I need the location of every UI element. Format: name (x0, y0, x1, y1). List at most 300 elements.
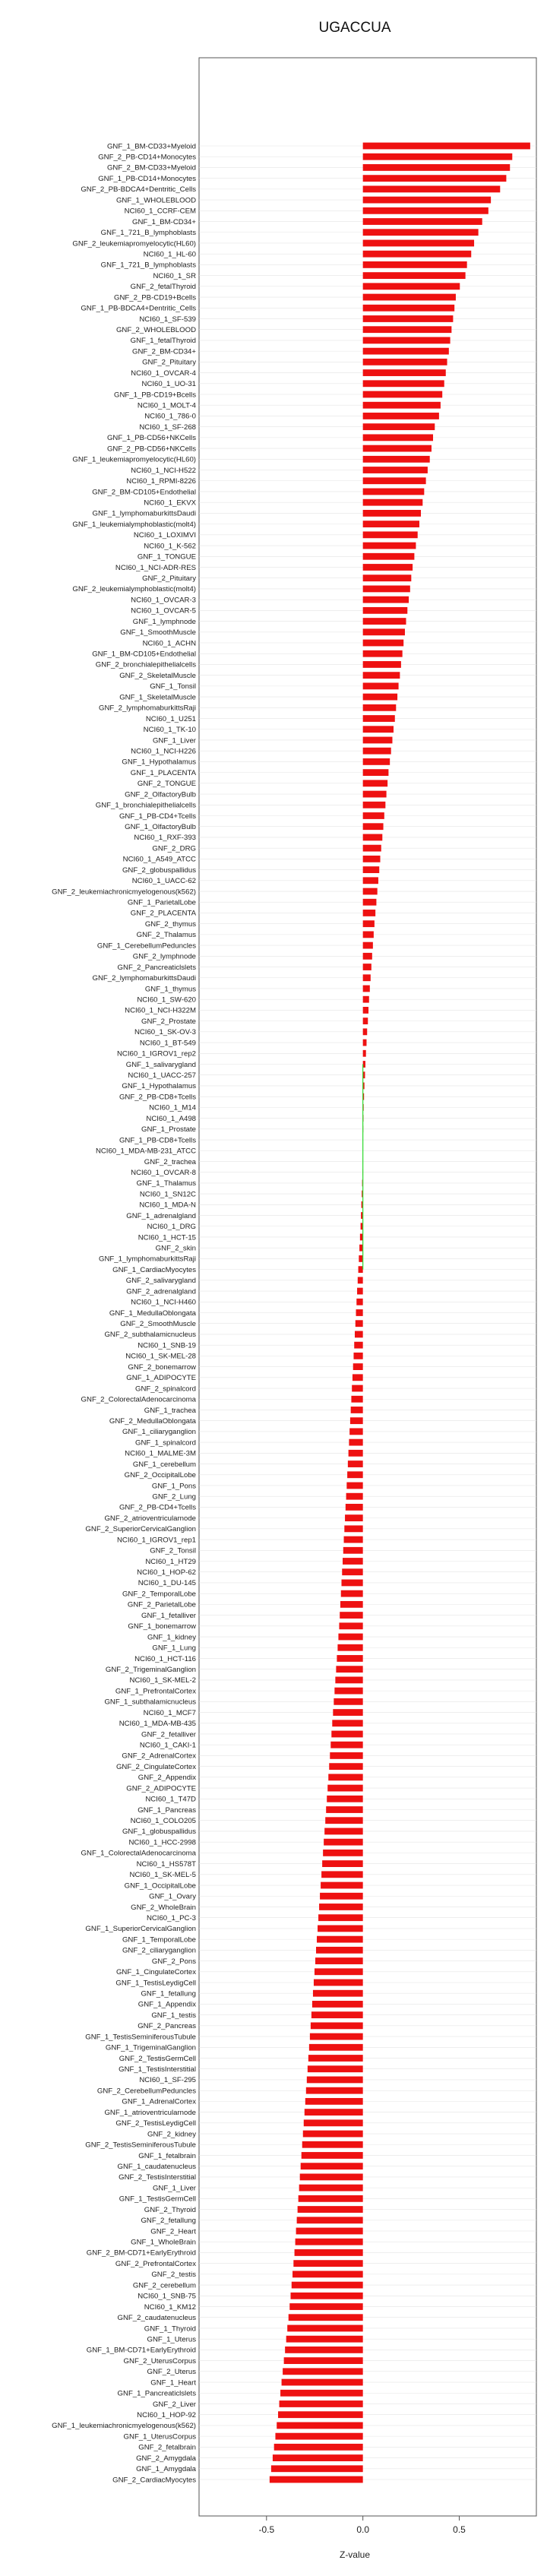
bar (363, 283, 460, 290)
bar (302, 2152, 363, 2159)
category-label: GNF_1_PB-CD19+Bcells (114, 391, 196, 400)
category-label: GNF_2_skin (155, 1244, 196, 1253)
bar (363, 986, 370, 992)
bar (278, 2411, 363, 2418)
category-label: GNF_1_721_B_lymphoblasts (100, 261, 196, 270)
bar (333, 1709, 362, 1716)
category-label: GNF_2_WHOLEBLOOD (115, 325, 196, 334)
category-label: GNF_2_leukemiachronicmyelogenous(k562) (52, 888, 196, 897)
category-label: NCI60_1_UACC-257 (128, 1071, 196, 1081)
category-label: GNF_1_SmoothMuscle (120, 628, 196, 638)
category-label: GNF_1_ciliaryganglion (122, 1428, 196, 1437)
category-label: GNF_1_SkeletalMuscle (119, 693, 196, 702)
category-label: GNF_2_ColorectalAdenocarcinoma (81, 1395, 196, 1404)
bar (296, 2239, 363, 2245)
bar (283, 2368, 363, 2375)
category-label: NCI60_1_SK-OV-3 (134, 1028, 196, 1037)
category-label: GNF_1_salivarygland (125, 1060, 196, 1069)
bar (363, 974, 371, 981)
bar (363, 964, 372, 970)
bar (363, 543, 416, 549)
category-label: GNF_2_BM-CD105+Endothelial (92, 488, 196, 497)
bar (363, 218, 482, 225)
category-label: NCI60_1_A549_ATCC (122, 855, 196, 864)
bar (327, 1785, 362, 1792)
category-label: GNF_1_PrefrontalCortex (115, 1687, 196, 1696)
bar (303, 2131, 363, 2138)
bar (318, 1925, 363, 1932)
category-label: GNF_1_PLACENTA (130, 768, 196, 777)
bar (275, 2433, 362, 2440)
category-label: GNF_1_kidney (147, 1633, 196, 1642)
category-label: GNF_1_Hypothalamus (122, 1082, 196, 1091)
category-label: GNF_1_TestisInterstitial (119, 2065, 196, 2074)
category-label: GNF_2_ciliaryganglion (122, 1946, 196, 1955)
bar (363, 467, 428, 473)
bar (337, 1644, 362, 1651)
category-label: GNF_1_Pancreaticlslets (117, 2389, 196, 2398)
bar (314, 1979, 363, 1986)
bar (352, 1385, 362, 1392)
bar (363, 802, 386, 809)
category-label: GNF_1_Thyroid (144, 2324, 196, 2334)
category-label: NCI60_1_M14 (149, 1103, 196, 1112)
category-label: GNF_1_bonemarrow (128, 1622, 196, 1631)
bar (363, 780, 387, 786)
category-label: NCI60_1_HT29 (145, 1557, 196, 1566)
category-label: GNF_1_trachea (144, 1406, 196, 1415)
bar (330, 1742, 362, 1748)
bar (287, 2325, 362, 2332)
category-label: GNF_1_AdrenalCortex (122, 2097, 196, 2106)
category-label: GNF_2_PB-CD4+Tcells (119, 1503, 196, 1512)
bar (363, 845, 381, 852)
category-label: GNF_1_TrigeminalGanglion (105, 2043, 196, 2052)
category-label: GNF_2_Lung (152, 1492, 196, 1502)
bar (330, 1752, 362, 1759)
bar (302, 2141, 363, 2148)
bar (271, 2465, 363, 2472)
bar (321, 1871, 363, 1878)
category-label: GNF_2_Pituitary (142, 574, 196, 584)
x-tick-label: -0.5 (258, 2524, 275, 2535)
bar (363, 748, 391, 755)
bar (363, 1007, 368, 1014)
bar (344, 1525, 362, 1532)
category-label: GNF_2_ParietalLobe (127, 1600, 196, 1609)
bar (363, 305, 455, 312)
category-label: GNF_2_TONGUE (137, 780, 196, 789)
bar (363, 920, 375, 927)
bar (363, 185, 501, 192)
bar (363, 175, 507, 182)
bar (363, 704, 397, 711)
category-label: GNF_2_PB-CD8+Tcells (119, 1093, 196, 1102)
category-label: GNF_2_SkeletalMuscle (119, 671, 196, 680)
category-label: GNF_2_Pancreas (138, 2022, 196, 2031)
category-label: GNF_2_Pons (151, 1957, 196, 1966)
category-label: GNF_2_fetalliver (141, 1730, 196, 1739)
category-label: GNF_2_Pituitary (142, 358, 196, 367)
category-label: NCI60_1_CCRF-CEM (124, 207, 196, 216)
category-label: GNF_2_TemporalLobe (122, 1590, 196, 1599)
category-label: GNF_2_spinalcord (135, 1385, 196, 1394)
category-label: GNF_1_adrenalgland (126, 1211, 196, 1220)
category-label: GNF_1_Tonsil (150, 682, 196, 691)
bar (363, 456, 430, 463)
category-label: GNF_1_PB-BDCA4+Dentritic_Cells (81, 304, 196, 313)
category-label: GNF_1_Prostate (141, 1125, 196, 1135)
x-tick-label: 0.0 (356, 2524, 370, 2535)
bar (332, 1720, 362, 1726)
category-label: GNF_2_DRG (152, 844, 196, 853)
bar (359, 1245, 363, 1252)
category-label: GNF_1_fetalliver (141, 1611, 196, 1620)
category-label: GNF_2_PB-CD14+Monocytes (98, 153, 196, 162)
category-label: GNF_1_MedullaOblongata (109, 1309, 196, 1318)
bar (363, 877, 378, 884)
category-label: GNF_1_Appendix (138, 2000, 196, 2009)
category-label: NCI60_1_HCT-116 (134, 1654, 196, 1663)
category-label: GNF_1_spinalcord (135, 1438, 196, 1448)
bar (334, 1688, 362, 1695)
bar (363, 197, 491, 204)
category-label: NCI60_1_MDA-MB-435 (119, 1720, 196, 1729)
bar (363, 153, 513, 160)
bar (363, 640, 404, 647)
category-label: GNF_2_lymphomaburkittsRaji (99, 704, 196, 713)
bar (363, 553, 415, 560)
category-label: NCI60_1_NCI-ADR-RES (115, 563, 196, 572)
bar (307, 2077, 363, 2084)
category-label: GNF_2_adrenalgland (126, 1287, 196, 1296)
bar (357, 1288, 363, 1295)
category-label: GNF_1_bronchialepithelialcells (95, 801, 196, 810)
category-label: NCI60_1_PC-3 (146, 1913, 196, 1923)
category-label: GNF_1_CerebellumPeduncles (96, 941, 196, 951)
category-label: NCI60_1_K-562 (144, 542, 196, 551)
bar (353, 1363, 363, 1370)
category-label: NCI60_1_SF-295 (139, 2076, 196, 2085)
bar (363, 942, 373, 949)
bar (363, 694, 397, 701)
category-label: GNF_2_cerebellum (132, 2281, 196, 2290)
bar (349, 1428, 363, 1435)
bar (328, 1774, 362, 1780)
category-label: GNF_2_fetalThyroid (130, 283, 196, 292)
bar (349, 1450, 363, 1457)
category-label: GNF_2_bronchialepithelialcells (95, 660, 196, 669)
category-label: GNF_2_CingulateCortex (115, 1762, 196, 1771)
bar (273, 2454, 363, 2461)
bar (363, 489, 425, 495)
category-label: GNF_2_lymphomaburkittsDaudi (92, 974, 196, 983)
category-label: GNF_1_cerebellum (132, 1460, 196, 1469)
category-label: NCI60_1_IGROV1_rep2 (117, 1049, 196, 1059)
bar (317, 1936, 363, 1943)
category-label: GNF_2_CardiacMyocytes (112, 2476, 196, 2485)
category-label: GNF_1_WholeBrain (131, 2238, 196, 2247)
category-label: GNF_1_ParietalLobe (127, 898, 196, 907)
bar (321, 1882, 363, 1889)
bar (356, 1299, 362, 1305)
bar (356, 1309, 363, 1316)
category-label: GNF_1_ADIPOCYTE (126, 1374, 196, 1383)
category-label: NCI60_1_SN12C (139, 1190, 196, 1199)
category-label: NCI60_1_SF-539 (139, 315, 196, 324)
category-label: NCI60_1_IGROV1_rep1 (117, 1536, 196, 1545)
bar (363, 586, 410, 593)
bar (363, 931, 374, 938)
category-label: GNF_1_leukemialymphoblastic(molt4) (72, 520, 196, 529)
category-label: GNF_1_subthalamicnucleus (104, 1698, 196, 1707)
category-label: GNF_2_Tonsil (150, 1546, 196, 1555)
bar (336, 1666, 362, 1673)
bar (354, 1342, 362, 1349)
bar (363, 758, 390, 765)
category-label: GNF_1_CingulateCortex (115, 1968, 196, 1977)
bar (363, 856, 381, 862)
category-label: GNF_2_TestisGermCell (119, 2054, 196, 2063)
category-label: GNF_1_PB-CD14+Monocytes (98, 174, 196, 183)
category-label: GNF_1_OlfactoryBulb (125, 823, 196, 832)
category-label: GNF_2_SuperiorCervicalGanglion (85, 1525, 196, 1534)
bar (344, 1536, 363, 1543)
category-label: NCI60_1_HOP-92 (137, 2410, 196, 2419)
bar (363, 402, 441, 409)
bar (326, 1806, 362, 1813)
bar (363, 899, 377, 906)
category-label: GNF_2_fetalbrain (138, 2443, 196, 2452)
category-label: NCI60_1_COLO205 (130, 1817, 196, 1826)
bar (304, 2119, 363, 2126)
category-label: GNF_2_thymus (144, 919, 196, 929)
category-label: GNF_1_globuspallidus (122, 1828, 196, 1837)
bar (331, 1731, 362, 1738)
category-label: NCI60_1_LOXIMVI (133, 531, 196, 540)
bar (363, 337, 451, 344)
category-label: GNF_2_PLACENTA (130, 909, 196, 918)
bar (363, 143, 530, 150)
category-label: GNF_2_Thalamus (136, 931, 196, 940)
category-label: NCI60_1_NCI-H226 (131, 747, 196, 756)
bar (363, 521, 419, 527)
bar (363, 737, 393, 744)
category-label: GNF_2_salivarygland (125, 1277, 196, 1286)
category-label: NCI60_1_OVCAR-5 (131, 606, 196, 616)
bar (292, 2282, 363, 2289)
bar (324, 1828, 362, 1835)
category-label: GNF_1_WHOLEBLOOD (115, 196, 196, 205)
category-label: GNF_2_Uterus (147, 2368, 196, 2377)
bar (310, 2033, 363, 2040)
bar (282, 2379, 363, 2386)
bar (277, 2423, 362, 2429)
category-label: NCI60_1_A498 (146, 1114, 196, 1123)
category-label: NCI60_1_SNB-19 (138, 1341, 196, 1350)
bar (308, 2055, 363, 2062)
category-label: NCI60_1_NCI-H522 (131, 466, 196, 475)
bar (363, 726, 394, 733)
category-label: NCI60_1_ACHN (142, 639, 196, 648)
bar (301, 2163, 363, 2169)
category-label: NCI60_1_CAKI-1 (139, 1741, 196, 1750)
bar (300, 2174, 363, 2181)
category-label: NCI60_1_KM12 (144, 2302, 196, 2312)
category-label: GNF_1_leukemiapromyelocytic(HL60) (72, 455, 196, 464)
bar (363, 564, 413, 571)
bar (305, 2109, 363, 2116)
category-label: GNF_1_Lung (152, 1644, 196, 1653)
category-label: GNF_2_Thyroid (144, 2205, 196, 2214)
category-label: GNF_1_caudatenucleus (117, 2162, 196, 2171)
bar (363, 434, 433, 441)
bar (353, 1374, 363, 1381)
chart-title: UGACCUA (318, 20, 391, 36)
category-label: NCI60_1_MDA-N (139, 1201, 196, 1210)
category-label: GNF_1_PB-CD56+NKCells (106, 434, 196, 443)
bar (363, 888, 378, 895)
bar (316, 1947, 363, 1954)
category-label: NCI60_1_SK-MEL-5 (129, 1871, 196, 1880)
category-label: NCI60_1_UACC-62 (131, 877, 196, 886)
bar (363, 380, 444, 387)
category-label: GNF_1_BM-CD34+ (132, 217, 196, 226)
category-label: GNF_2_leukemialymphoblastic(molt4) (72, 585, 196, 594)
bar (363, 574, 412, 581)
category-label: GNF_1_Pons (151, 1482, 196, 1491)
category-label: NCI60_1_SW-620 (137, 995, 196, 1005)
category-label: GNF_2_atrioventricularnode (104, 1514, 196, 1523)
category-label: GNF_1_Amygdala (136, 2465, 196, 2474)
bar (341, 1580, 362, 1587)
bar (291, 2293, 363, 2299)
bar (306, 2087, 363, 2094)
category-label: GNF_1_TemporalLobe (122, 1935, 196, 1945)
bar (292, 2271, 363, 2277)
bar (363, 261, 467, 268)
category-label: GNF_1_BM-CD105+Endothelial (92, 650, 196, 659)
category-label: GNF_1_PB-CD4+Tcells (119, 812, 196, 821)
category-label: GNF_2_Prostate (141, 1017, 196, 1026)
bar (348, 1460, 363, 1467)
category-label: GNF_2_MedullaOblongata (109, 1416, 196, 1426)
bar (363, 369, 446, 376)
category-label: GNF_1_Ovary (149, 1892, 196, 1901)
category-label: NCI60_1_T47D (145, 1795, 196, 1804)
bar (356, 1320, 363, 1327)
bar (270, 2476, 363, 2483)
category-label: GNF_2_fetallung (141, 2217, 196, 2226)
bar (363, 423, 435, 430)
bar (335, 1676, 362, 1683)
bar (363, 240, 474, 247)
bar (363, 499, 423, 506)
category-label: GNF_2_Heart (150, 2227, 196, 2236)
category-label: NCI60_1_RXF-393 (134, 834, 196, 843)
bar (363, 682, 399, 689)
category-label: GNF_1_BM-CD33+Myeloid (106, 142, 196, 151)
bar (280, 2400, 363, 2407)
bar (363, 326, 452, 333)
bar (318, 1914, 363, 1921)
bar (363, 607, 408, 614)
category-label: GNF_1_Liver (152, 736, 196, 745)
category-label: NCI60_1_HS578T (136, 1859, 196, 1869)
bar (345, 1514, 363, 1521)
category-label: GNF_1_OccipitalLobe (124, 1881, 196, 1891)
bar (342, 1568, 362, 1575)
bar (363, 510, 421, 517)
bar (363, 812, 384, 819)
bar (363, 1017, 368, 1024)
bar (284, 2357, 363, 2364)
category-label: GNF_2_Liver (152, 2400, 196, 2409)
bar (323, 1850, 363, 1856)
category-label: NCI60_1_EKVX (144, 498, 196, 508)
bar (363, 823, 384, 830)
bar (355, 1331, 363, 1338)
x-axis-label: Z-value (339, 2549, 371, 2560)
bar (363, 251, 472, 258)
bar (363, 1028, 368, 1035)
category-label: GNF_2_globuspallidus (122, 866, 196, 875)
category-label: NCI60_1_SR (153, 271, 196, 280)
bar (363, 445, 432, 452)
bar (298, 2206, 363, 2213)
bar (363, 866, 380, 873)
category-label: GNF_2_PB-BDCA4+Dentritic_Cells (81, 185, 196, 195)
category-label: NCI60_1_OVCAR-4 (131, 369, 196, 378)
category-label: NCI60_1_MALME-3M (125, 1449, 196, 1458)
category-label: GNF_1_thymus (144, 985, 196, 994)
bar (311, 2022, 363, 2029)
bar (363, 910, 375, 916)
bar (363, 348, 449, 355)
category-label: GNF_2_UterusCorpus (123, 2356, 196, 2366)
bar (295, 2249, 363, 2256)
category-label: NCI60_1_SK-MEL-2 (129, 1676, 196, 1685)
bar (363, 834, 383, 841)
bar (358, 1277, 363, 1283)
category-label: GNF_1_testis (151, 2011, 196, 2020)
bar (334, 1698, 362, 1705)
category-label: GNF_2_CerebellumPeduncles (96, 2087, 196, 2096)
category-label: NCI60_1_OVCAR-3 (131, 596, 196, 605)
bar (338, 1634, 362, 1641)
bar (297, 2217, 363, 2223)
category-label: GNF_1_UterusCorpus (123, 2432, 196, 2442)
category-label: GNF_1_fetalbrain (138, 2151, 196, 2160)
bar (363, 1040, 367, 1046)
category-label: NCI60_1_U251 (145, 714, 196, 723)
category-label: GNF_1_lymphomaburkittsRaji (99, 1255, 196, 1264)
bar (325, 1817, 362, 1824)
category-label: GNF_2_testis (151, 2271, 196, 2280)
bar (346, 1493, 363, 1500)
bar (337, 1655, 362, 1662)
category-label: NCI60_1_SF-268 (139, 422, 196, 432)
category-label: NCI60_1_HOP-62 (137, 1568, 196, 1578)
category-label: GNF_1_Pancreas (138, 1805, 196, 1815)
bar (363, 531, 418, 538)
bar (363, 294, 456, 301)
category-label: GNF_2_leukemiapromyelocytic(HL60) (72, 239, 196, 248)
category-label: NCI60_1_NCI-H460 (131, 1298, 196, 1307)
category-label: GNF_2_WholeBrain (131, 1903, 196, 1912)
category-label: GNF_2_PrefrontalCortex (115, 2259, 196, 2268)
bar (350, 1417, 363, 1424)
